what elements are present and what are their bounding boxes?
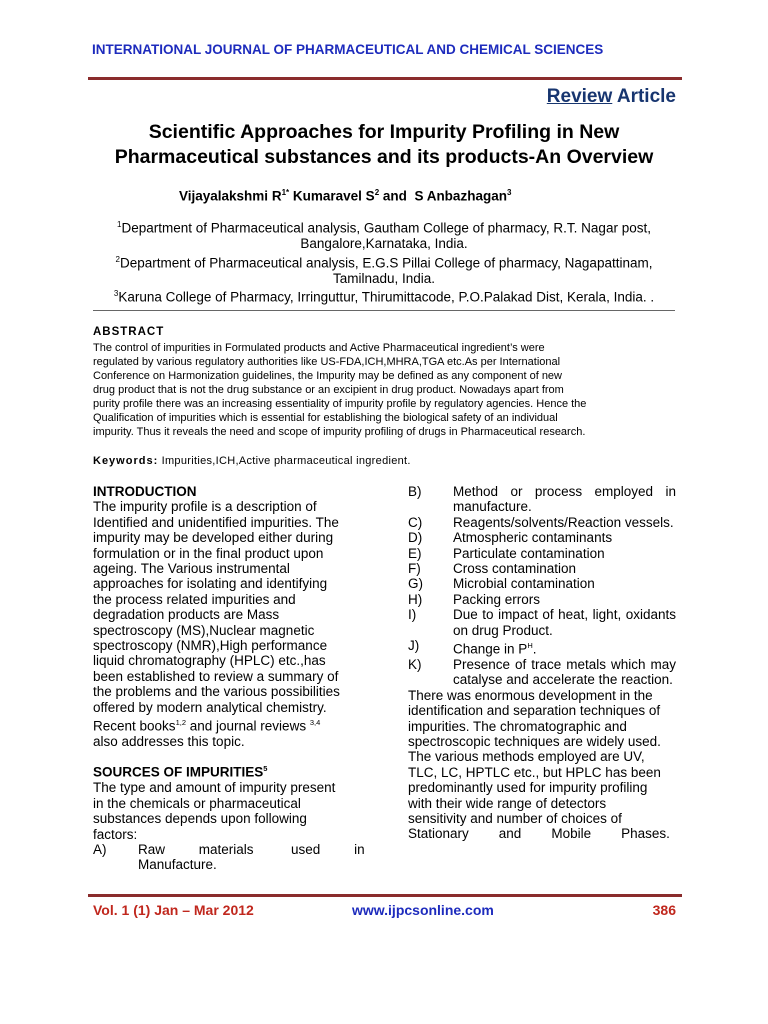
intro-line: the process related impurities and <box>93 591 296 607</box>
list-item-text: Atmospheric contaminants <box>453 530 613 546</box>
list-item-label: F) <box>408 561 421 577</box>
sources-heading <box>93 761 361 780</box>
recent-books-text: Recent books <box>93 718 176 734</box>
author-3-sup: 3 <box>506 188 512 197</box>
ph-text: Change in P <box>453 641 528 657</box>
authors-line <box>179 188 511 204</box>
affiliation-divider <box>93 310 675 311</box>
list-item-label: C) <box>408 514 423 530</box>
affiliation-2 <box>92 252 676 271</box>
list-item-text: Due to impact of heat, light, oxidants on drug Product. <box>453 607 676 638</box>
affiliation-3 <box>92 286 676 305</box>
affiliation-2-sup: 2 <box>115 254 120 264</box>
keywords <box>93 455 411 467</box>
list-item <box>408 657 676 688</box>
affiliation-2-line-2: Tamilnadu, India. <box>332 270 436 286</box>
abstract-line: drug product that is not the drug substance or an excipient in drug product. Nowadays apart from <box>93 384 564 396</box>
sources-line: The type and amount of impurity present <box>93 780 336 796</box>
abstract-body <box>93 341 676 439</box>
intro-line: spectroscopy (MS),Nuclear magnetic <box>93 622 315 638</box>
author-1-sup: 1* <box>281 188 290 197</box>
affiliation-1-line-1: Department of Pharmaceutical analysis, Gautham College of pharmacy, R.T. Nagar post, <box>121 220 651 236</box>
para-line: There was enormous development in the <box>408 687 653 703</box>
list-item-label: K) <box>408 656 422 672</box>
sources-line: in the chemicals or pharmaceutical <box>93 795 301 811</box>
list-item <box>408 638 676 657</box>
intro-line: The impurity profile is a description of <box>93 499 317 515</box>
article-type <box>547 86 676 108</box>
list-item-text: Method or process employed in manufacture. <box>453 484 676 515</box>
header-rule <box>88 77 682 80</box>
intro-line: also addresses this topic. <box>93 734 245 749</box>
list-item-text <box>453 638 676 657</box>
list-item-text: Particulate contamination <box>453 545 605 561</box>
journal-reviews-text: and journal reviews <box>186 718 310 734</box>
abstract-line: The control of impurities in Formulated products and Active Pharmaceutical ingredient’s were <box>93 342 545 354</box>
affiliation-3-sup: 3 <box>113 289 119 298</box>
list-item-label: B) <box>408 484 422 499</box>
sources-heading-text: SOURCES OF IMPURITIES <box>93 764 264 780</box>
intro-line: offered by modern analytical chemistry. <box>93 699 327 715</box>
author-2: Kumaravel S <box>292 188 375 204</box>
list-item-text: Reagents/solvents/Reaction vessels. <box>453 514 674 530</box>
ph-sup: H <box>527 641 533 651</box>
sources-line: factors: <box>93 826 138 842</box>
author-3: S Anbazhagan <box>414 188 507 204</box>
title-line-2: Pharmaceutical substances and its products-An Overview <box>114 146 654 168</box>
para-line: impurities. The chromatographic and <box>408 718 627 734</box>
title-line-1: Scientific Approaches for Impurity Profiling in New <box>148 121 620 143</box>
right-column <box>408 484 676 842</box>
intro-line: formulation or in the final product upon <box>93 545 324 561</box>
list-item-text: Packing errors <box>453 591 541 607</box>
introduction-heading: INTRODUCTION <box>93 484 197 499</box>
affiliation-3-line-1: Karuna College of Pharmacy, Irringuttur, Thirumittacode, P.O.Palakad Dist, Kerala, India. . <box>118 289 655 305</box>
abstract-line: purity profile there was an increasing essentiality of impurity profile by regulatory agencies. Hence the <box>93 398 587 410</box>
article-type-review: Review <box>546 86 613 107</box>
intro-line-references <box>93 715 361 734</box>
ph-end: . <box>532 641 537 657</box>
abstract-heading: ABSTRACT <box>93 326 165 338</box>
list-item-label: I) <box>408 607 417 623</box>
list-item <box>408 576 676 591</box>
list-item-label: E) <box>408 545 422 561</box>
para-line: spectroscopic techniques are widely used. <box>408 734 661 749</box>
abstract-line: Conference on Harmonization guidelines, the Impurity may be defined as any component of new <box>93 370 562 382</box>
para-line: Stationary and Mobile Phases. <box>408 826 670 842</box>
list-item-text: Presence of trace metals which may catalyse and accelerate the reaction. <box>453 656 676 688</box>
keywords-label: Keywords: <box>93 455 159 467</box>
para-line: with their wide range of detectors <box>408 795 607 811</box>
ref-sup: 1,2 <box>175 718 186 728</box>
list-item-label: H) <box>408 591 423 607</box>
list-item <box>408 484 676 515</box>
authors-and: and <box>382 188 407 204</box>
footer-volume: Vol. 1 (1) Jan – Mar 2012 <box>93 902 254 918</box>
para-line: The various methods employed are UV, <box>408 749 645 765</box>
list-item <box>93 841 365 873</box>
keywords-text: Impurities,ICH,Active pharmaceutical ingredient. <box>161 455 411 467</box>
intro-line: ageing. The Various instrumental <box>93 561 290 577</box>
sources-line: substances depends upon following <box>93 811 307 827</box>
abstract-line: Qualification of impurities which is essential for establishing the biological safety of an individual <box>93 412 558 424</box>
affiliation-2-line-1: Department of Pharmaceutical analysis, E.G.S Pillai College of pharmacy, Nagapattinam, <box>119 255 653 270</box>
intro-line: the problems and the various possibilities <box>93 684 340 700</box>
list-item-text: Microbial contamination <box>453 576 595 592</box>
list-item <box>408 561 676 576</box>
intro-line: impurity may be developed either during <box>93 530 334 546</box>
author-1: Vijayalakshmi R <box>179 188 282 204</box>
intro-line: approaches for isolating and identifying <box>93 576 328 592</box>
journal-name: INTERNATIONAL JOURNAL OF PHARMACEUTICAL AND CHEMICAL SCIENCES <box>92 42 604 57</box>
intro-line: spectroscopy (NMR),High performance <box>93 638 328 654</box>
list-item <box>408 607 676 638</box>
abstract-line: impurity. Thus it reveals the need and scope of impurity profiling of drugs in Pharmaceutical research. <box>93 426 586 438</box>
list-item-label: A) <box>93 841 107 857</box>
list-item-label: J) <box>408 638 420 654</box>
intro-line: been established to review a summary of <box>93 668 339 684</box>
para-line: TLC, LC, HPTLC etc., but HPLC has been <box>408 764 661 780</box>
intro-line: degradation products are Mass <box>93 607 280 623</box>
list-item <box>408 546 676 561</box>
footer-page-number: 386 <box>652 902 676 918</box>
intro-line: liquid chromatography (HPLC) etc.,has <box>93 653 326 669</box>
left-column <box>93 484 365 873</box>
para-line: predominantly used for impurity profiling <box>408 780 648 796</box>
affiliations <box>92 217 676 305</box>
para-line: identification and separation techniques of <box>408 703 661 719</box>
list-item-label: D) <box>408 530 423 546</box>
ref-sup: 3,4 <box>309 718 321 728</box>
ref-sup: 5 <box>263 764 268 774</box>
list-item <box>408 530 676 545</box>
footer-rule <box>88 894 682 897</box>
affiliation-1 <box>92 217 676 236</box>
footer-url[interactable]: www.ijpcsonline.com <box>352 902 494 918</box>
paper-title <box>80 120 688 170</box>
article-type-article: Article <box>616 86 676 107</box>
list-item-line: Manufacture. <box>138 857 217 873</box>
para-line: sensitivity and number of choices of <box>408 811 622 827</box>
affiliation-1-line-2: Bangalore,Karnataka, India. <box>300 236 468 251</box>
list-item-text: Cross contamination <box>453 561 577 577</box>
list-item-label: G) <box>408 576 423 592</box>
list-item <box>408 515 676 530</box>
abstract-line: regulated by various regulatory authorities like US-FDA,ICH,MHRA,TGA etc.As per International <box>93 356 561 368</box>
list-item-text <box>138 842 365 873</box>
list-item <box>408 592 676 607</box>
author-2-sup: 2 <box>374 188 380 197</box>
list-item-line: Raw materials used in <box>138 841 365 857</box>
intro-line: Identified and unidentified impurities. The <box>93 514 339 530</box>
affiliation-1-sup: 1 <box>117 220 122 229</box>
